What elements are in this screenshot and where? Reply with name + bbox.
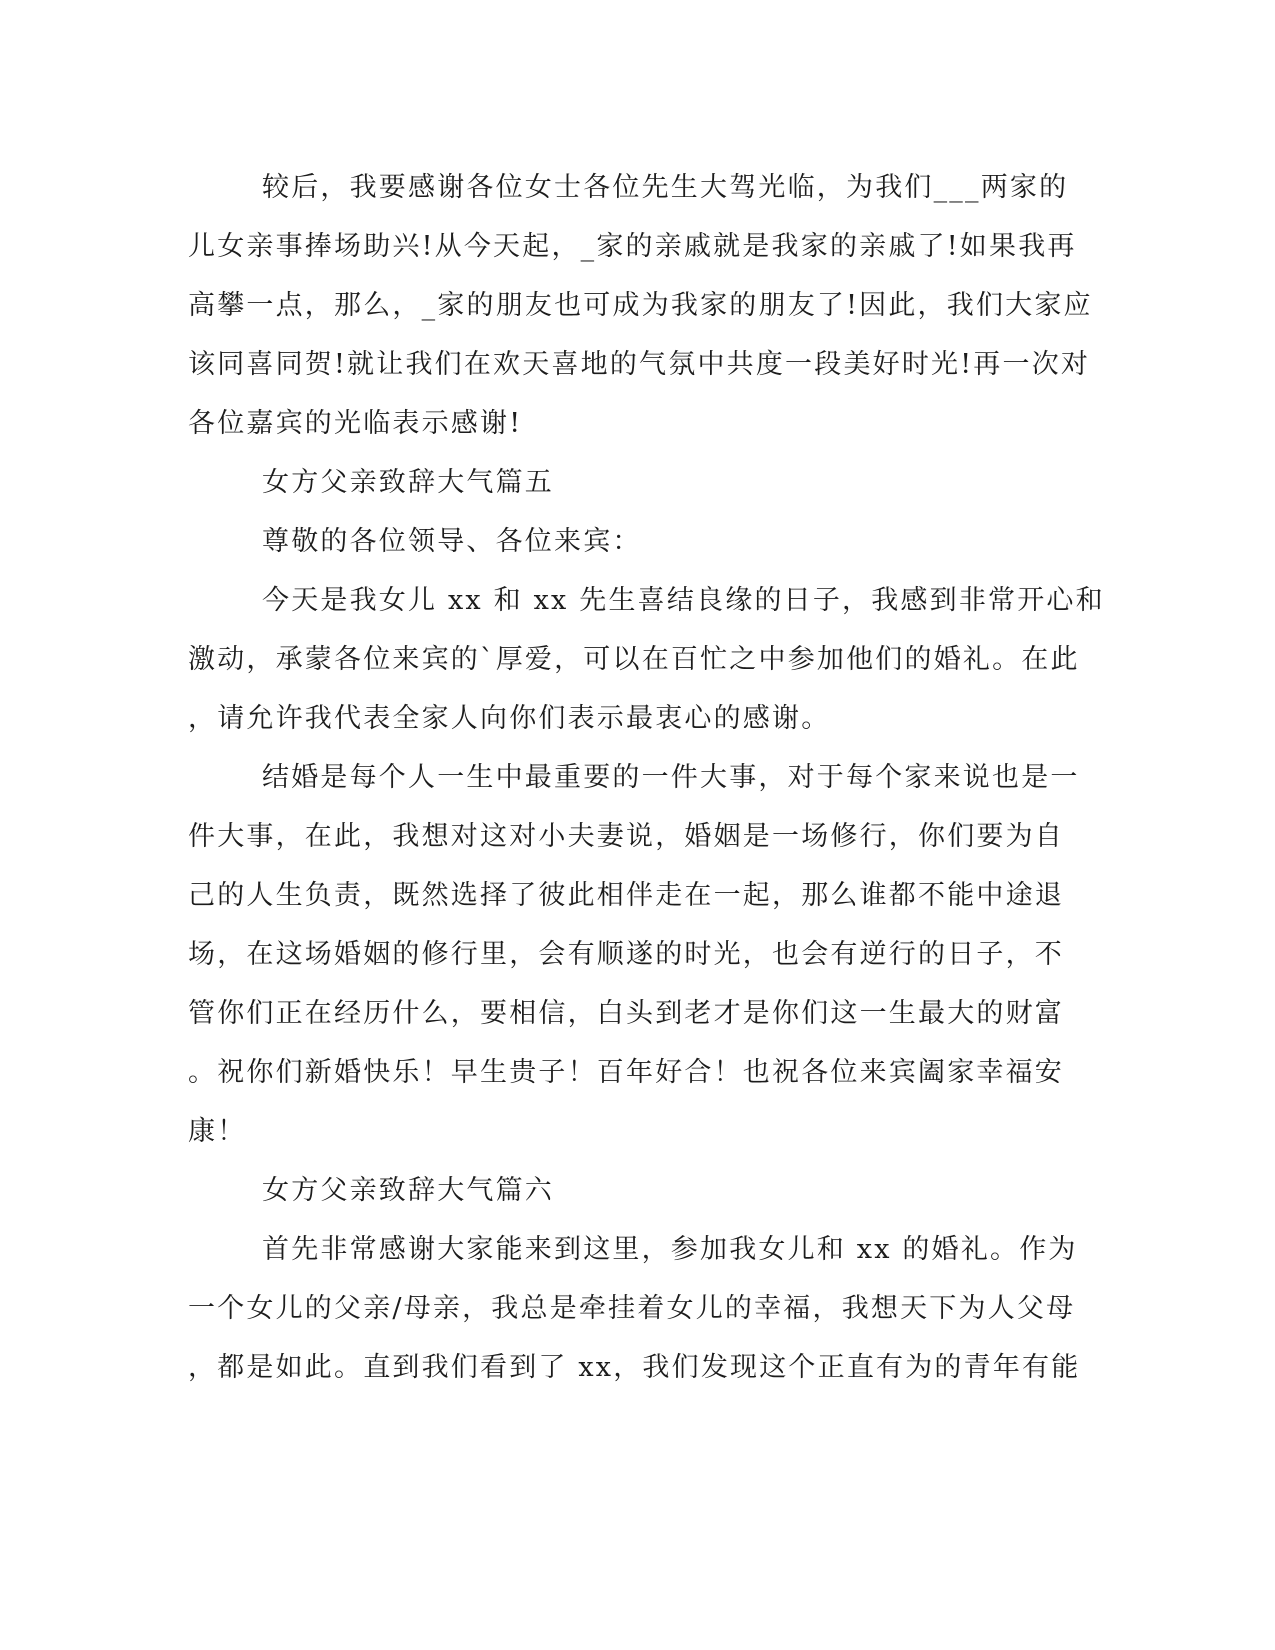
paragraph-line: 该同喜同贺!就让我们在欢天喜地的气氛中共度一段美好时光!再一次对: [188, 349, 1091, 380]
paragraph-line: 高攀一点，那么，_家的朋友也可成为我家的朋友了!因此，我们大家应: [188, 290, 1093, 321]
paragraph-line: 今天是我女儿 xx 和 xx 先生喜结良缘的日子，我感到非常开心和: [262, 585, 1105, 616]
salutation: 尊敬的各位领导、各位来宾：: [262, 526, 642, 557]
paragraph-line: 首先非常感谢大家能来到这里，参加我女儿和 xx 的婚礼。作为: [262, 1234, 1078, 1265]
paragraph-line: 件大事，在此，我想对这对小夫妻说，婚姻是一场修行，你们要为自: [188, 821, 1064, 852]
paragraph-line: 各位嘉宾的光临表示感谢!: [188, 408, 523, 439]
paragraph-line: 结婚是每个人一生中最重要的一件大事，对于每个家来说也是一: [262, 762, 1080, 793]
paragraph-line: 。祝你们新婚快乐！早生贵子！百年好合！也祝各位来宾阖家幸福安: [188, 1057, 1064, 1088]
paragraph-line: ，都是如此。直到我们看到了 xx，我们发现这个正直有为的青年有能: [188, 1352, 1081, 1383]
paragraph-line: 管你们正在经历什么，要相信，白头到老才是你们这一生最大的财富: [188, 998, 1064, 1029]
paragraph-line: 激动，承蒙各位来宾的`厚爱，可以在百忙之中参加他们的婚礼。在此: [188, 644, 1080, 675]
section-heading: 女方父亲致辞大气篇六: [262, 1175, 554, 1206]
paragraph-line: 己的人生负责，既然选择了彼此相伴走在一起，那么谁都不能中途退: [188, 880, 1064, 911]
paragraph-line: 较后，我要感谢各位女士各位先生大驾光临，为我们___两家的: [262, 172, 1069, 203]
paragraph-line: ，请允许我代表全家人向你们表示最衷心的感谢。: [188, 703, 831, 734]
paragraph-line: 儿女亲事捧场助兴!从今天起，_家的亲戚就是我家的亲戚了!如果我再: [188, 231, 1077, 262]
paragraph-line: 一个女儿的父亲/母亲，我总是牵挂着女儿的幸福，我想天下为人父母: [188, 1293, 1076, 1324]
section-heading: 女方父亲致辞大气篇五: [262, 467, 554, 498]
paragraph-line: 场，在这场婚姻的修行里，会有顺遂的时光，也会有逆行的日子，不: [188, 939, 1064, 970]
paragraph-line: 康！: [188, 1116, 247, 1147]
